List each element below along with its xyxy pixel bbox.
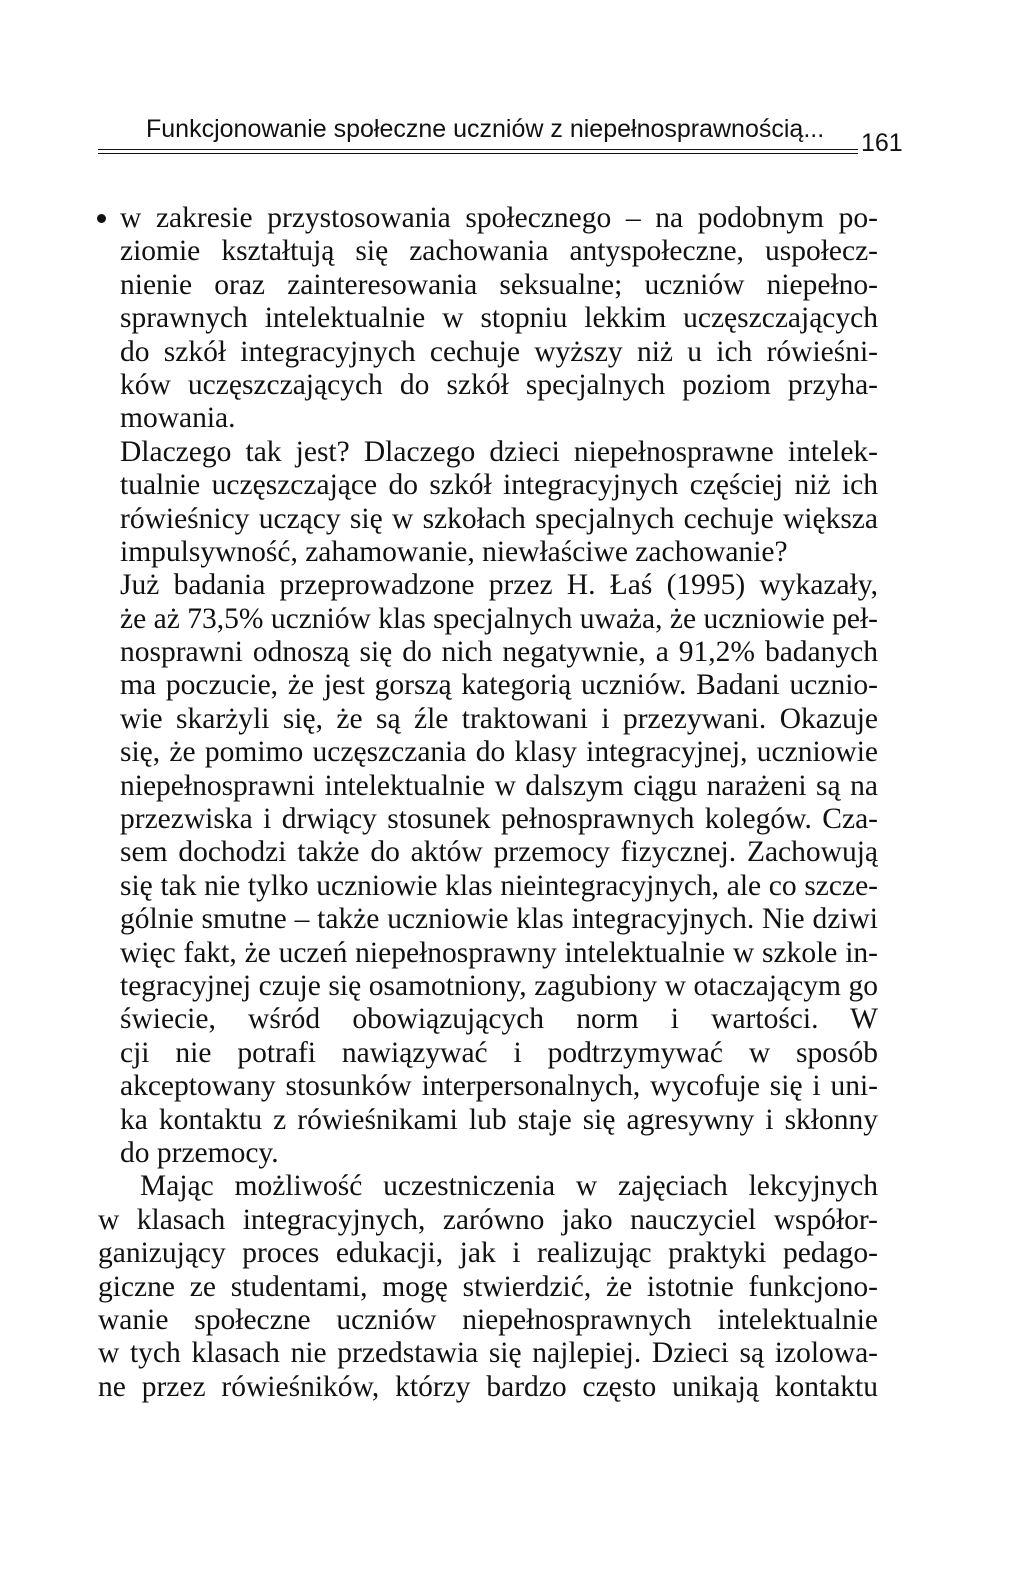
paragraph-observation bbox=[98, 1170, 878, 1404]
text-line: ma poczucie, że jest gorszą kategorią uczniów. Badani ucznio- bbox=[120, 669, 878, 702]
bullet-item bbox=[98, 202, 878, 436]
text-line: nienie oraz zainteresowania seksualne; uczniów niepełno- bbox=[120, 268, 878, 301]
text-line: wanie społeczne uczniów niepełnosprawnych intelektualnie bbox=[98, 1303, 878, 1336]
text-line: w zakresie przystosowania społecznego – na podobnym po- bbox=[120, 202, 878, 234]
body-text bbox=[98, 202, 878, 1404]
text-line: do przemocy. bbox=[120, 1136, 279, 1169]
text-line: ka kontaktu z rówieśnikami lub staje się agresywny i skłonny bbox=[120, 1103, 878, 1136]
text-line: w klasach integracyjnych, zarówno jako nauczyciel współor- bbox=[98, 1203, 878, 1236]
text-line: się, że pomimo uczęszczania do klasy integracyjnej, uczniowie bbox=[120, 736, 878, 769]
text-line: ne przez rówieśników, którzy bardzo często unikają kontaktu bbox=[98, 1370, 878, 1403]
text-line: giczne ze studentami, mogę stwierdzić, że istotnie funkcjono- bbox=[98, 1270, 878, 1303]
text-line: mowania. bbox=[120, 402, 236, 435]
text-line: Dlaczego tak jest? Dlaczego dzieci niepełnosprawne intelek- bbox=[120, 435, 878, 468]
running-header bbox=[98, 113, 903, 157]
running-title: Funkcjonowanie społeczne uczniów z niepełnosprawnością... bbox=[146, 115, 825, 143]
text-line: akceptowany stosunków interpersonalnych, wycofuje się i uni- bbox=[120, 1070, 878, 1103]
page-number: 161 bbox=[861, 129, 903, 157]
text-line: cji nie potrafi nawiązywać i podtrzymywać w sposób bbox=[120, 1036, 878, 1069]
paragraph-questions bbox=[98, 436, 878, 570]
text-line: impulsywność, zahamowanie, niewłaściwe zachowanie? bbox=[120, 535, 788, 568]
text-line: Mając możliwość uczestniczenia w zajęciach lekcyjnych bbox=[140, 1170, 878, 1203]
text-line: wie skarżyli się, że są źle traktowani i przezywani. Okazuje bbox=[120, 702, 878, 735]
text-line: rówieśnicy uczący się w szkołach specjalnych cechuje większa bbox=[120, 502, 878, 535]
text-line: tegracyjnej czuje się osamotniony, zagubiony w otaczającym go bbox=[120, 969, 878, 1002]
text-line: ków uczęszczających do szkół specjalnych poziom przyha- bbox=[120, 368, 878, 401]
text-line: nosprawni odnoszą się do nich negatywnie, a 91,2% badanych bbox=[120, 636, 878, 669]
text-line: sprawnych intelektualnie w stopniu lekkim uczęszczających bbox=[120, 302, 878, 335]
text-line: do szkół integracyjnych cechuje wyższy niż u ich rówieśni- bbox=[120, 335, 878, 368]
text-line: sem dochodzi także do aktów przemocy fizycznej. Zachowują bbox=[120, 836, 878, 869]
text-line: ganizujący proces edukacji, jak i realizując praktyki pedago- bbox=[98, 1237, 878, 1270]
text-line: niepełnosprawni intelektualnie w dalszym ciągu narażeni są na bbox=[120, 769, 878, 802]
text-line: w tych klasach nie przedstawia się najlepiej. Dzieci są izolowa- bbox=[98, 1337, 878, 1370]
header-rule-top bbox=[98, 149, 858, 150]
text-line: gólnie smutne – także uczniowie klas integracyjnych. Nie dziwi bbox=[120, 903, 878, 936]
text-line: się tak nie tylko uczniowie klas nieintegracyjnych, ale co szcze- bbox=[120, 869, 878, 902]
bullet-text bbox=[98, 202, 878, 436]
header-rule-bottom bbox=[98, 153, 858, 154]
text-line: Już badania przeprowadzone przez H. Łaś (1995) wykazały, bbox=[120, 569, 878, 602]
bullet-icon bbox=[97, 214, 106, 223]
text-line: więc fakt, że uczeń niepełnosprawny intelektualnie w szkole in- bbox=[120, 936, 878, 969]
text-line: że aż 73,5% uczniów klas specjalnych uważa, że uczniowie peł- bbox=[120, 602, 878, 635]
paragraph-research bbox=[98, 569, 878, 1170]
text-line: przezwiska i drwiący stosunek pełnosprawnych kolegów. Cza- bbox=[120, 803, 878, 836]
text-line: świecie, wśród obowiązujących norm i wartości. W bbox=[120, 1003, 878, 1036]
text-line: tualnie uczęszczające do szkół integracyjnych częściej niż ich bbox=[120, 469, 878, 502]
text-line: ziomie kształtują się zachowania antyspołeczne, uspołecz- bbox=[120, 235, 878, 268]
